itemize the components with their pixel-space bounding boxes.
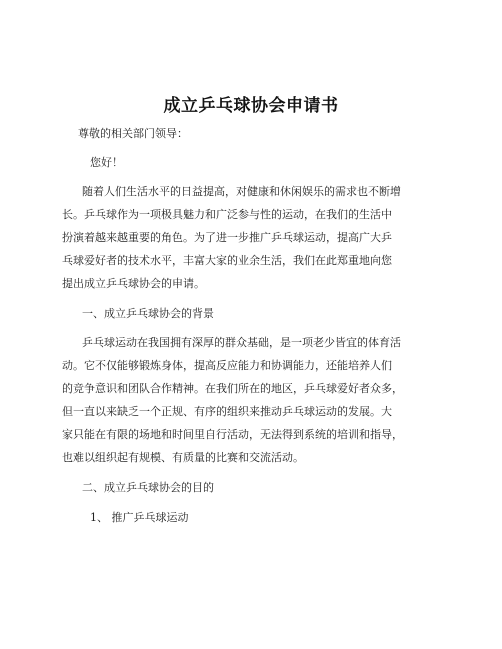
section2-heading: 二、成立乒乓球协会的目的 — [82, 481, 214, 494]
intro-line-4: 乓球爱好者的技术水平，丰富大家的业余生活，我们在此郑重地向您 — [62, 254, 392, 267]
section1-line-5: 家只能在有限的场地和时间里自行活动，无法得到系统的培训和指导， — [62, 428, 403, 441]
intro-line-3: 扮演着越来越重要的角色。为了进一步推广乒乓球运动，提高广大乒 — [62, 231, 392, 244]
document-title: 成立乒乓球协会申请书 — [163, 96, 339, 116]
salutation: 尊敬的相关部门领导： — [78, 127, 188, 140]
section1-line-3: 的竞争意识和团队合作精神。在我们所在的地区，乒乓球爱好者众多， — [62, 382, 403, 395]
section2-item-1: 1、 推广乒乓球运动 — [90, 511, 189, 524]
section1-line-1: 乒乓球运动在我国拥有深厚的群众基础，是一项老少皆宜的体育活 — [82, 336, 401, 349]
section1-line-4: 但一直以来缺乏一个正规、有序的组织来推动乒乓球运动的发展。大 — [62, 405, 392, 418]
section1-line-2: 动。它不仅能够锻炼身体，提高反应能力和协调能力，还能培养人们 — [62, 359, 392, 372]
greeting: 您好！ — [90, 156, 123, 169]
intro-line-2: 长。乒乓球作为一项极具魅力和广泛参与性的运动，在我们的生活中 — [62, 208, 392, 221]
intro-line-1: 随着人们生活水平的日益提高，对健康和休闲娱乐的需求也不断增 — [82, 185, 401, 198]
intro-line-5: 提出成立乒乓球协会的申请。 — [62, 277, 205, 290]
section1-heading: 一、成立乒乓球协会的背景 — [82, 307, 214, 320]
section1-line-6: 也难以组织起有规模、有质量的比赛和交流活动。 — [62, 451, 304, 464]
